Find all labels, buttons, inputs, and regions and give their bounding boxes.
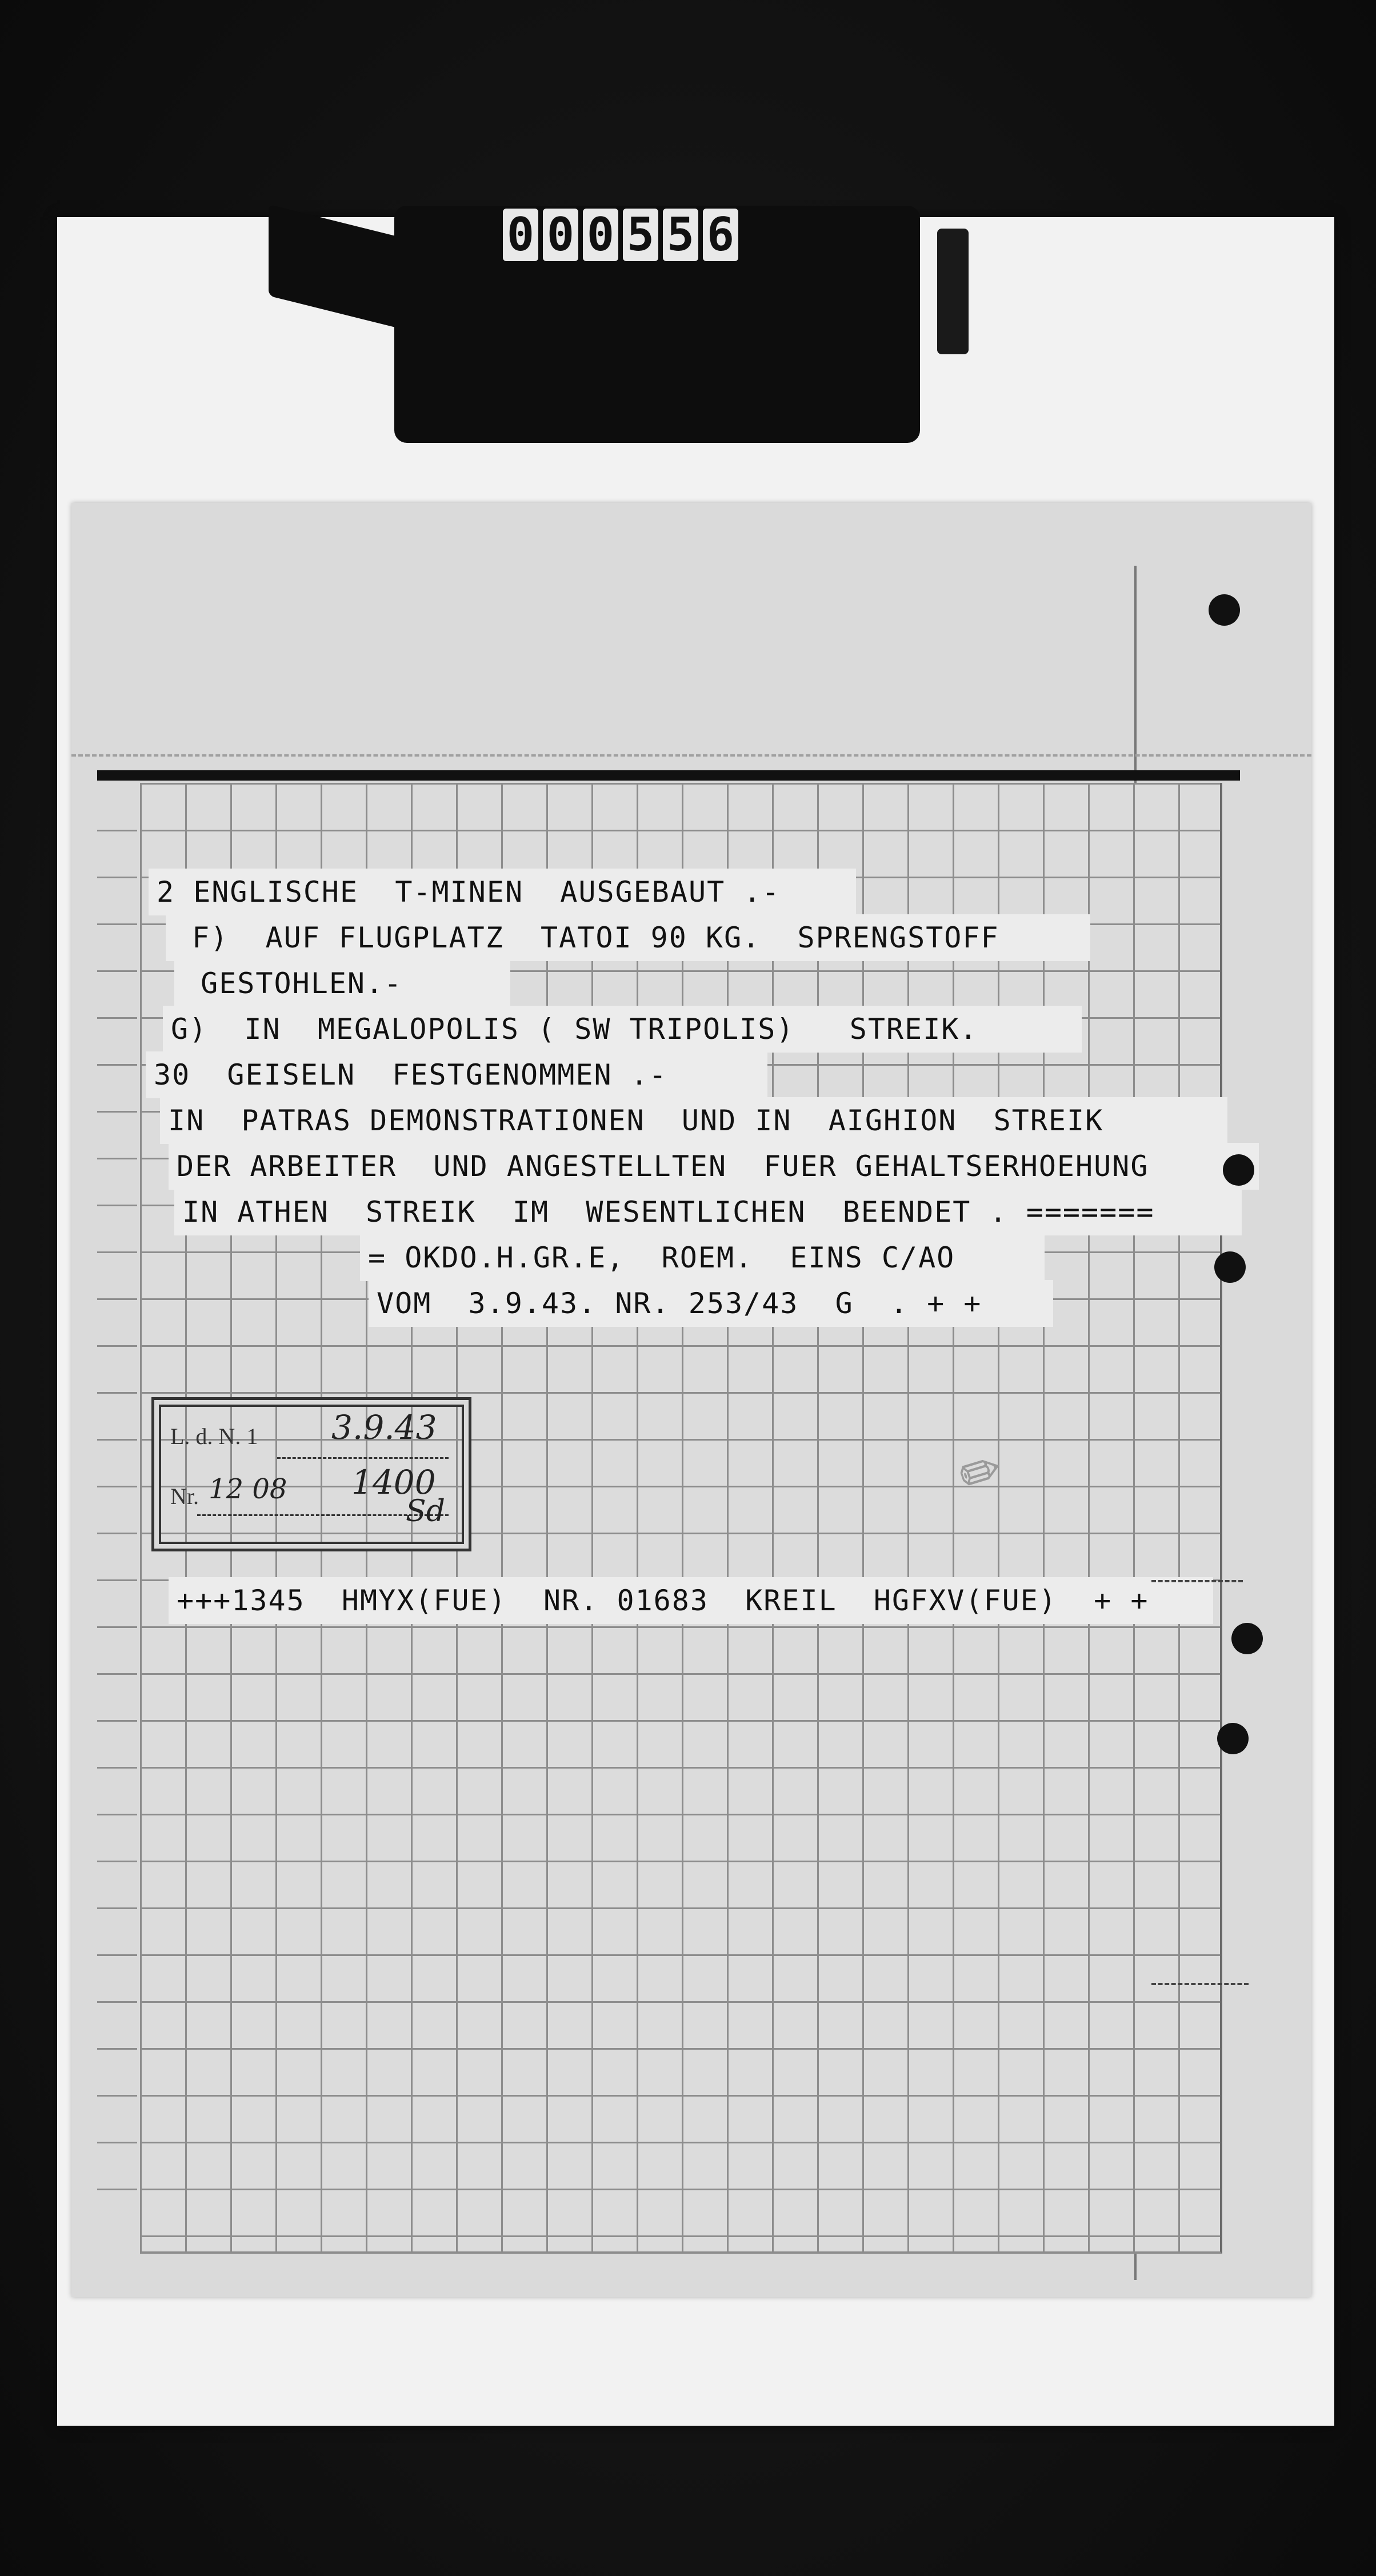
margin-tick [97, 923, 137, 925]
receipt-stamp [151, 1397, 471, 1551]
margin-tick [97, 1814, 137, 1815]
counter-digit: 0 [503, 209, 538, 261]
stamp-number: 12 08 [209, 1473, 287, 1505]
margin-tick [97, 1626, 137, 1628]
telegram-line: G) IN MEGALOPOLIS ( SW TRIPOLIS) STREIK. [163, 1006, 1082, 1053]
margin-tick [97, 2189, 137, 2190]
margin-tick [97, 2001, 137, 2003]
stamp-label: L. d. N. 1 [170, 1423, 258, 1449]
margin-tick [97, 2048, 137, 2050]
margin-tick [97, 1205, 137, 1206]
margin-tick [97, 1767, 137, 1769]
margin-tick [97, 1533, 137, 1534]
margin-tick [97, 877, 137, 878]
margin-tick [97, 1720, 137, 1722]
telegram-line: F) AUF FLUGPLATZ TATOI 90 KG. SPRENGSTOFF [166, 914, 1090, 961]
margin-tick [97, 1439, 137, 1441]
counter-digit: 6 [703, 209, 738, 261]
margin-tick [97, 1579, 137, 1581]
stamp-label: Nr. [170, 1483, 199, 1509]
header-rule [97, 770, 1240, 781]
margin-tick [97, 2142, 137, 2143]
pencil-initials: ✎ [942, 1445, 1018, 1510]
telegram-line: 2 ENGLISCHE T-MINEN AUSGEBAUT .- [149, 869, 856, 915]
stamp-initials: Sd [406, 1494, 445, 1529]
perforation-line [71, 754, 1311, 757]
margin-tick [97, 1673, 137, 1675]
telegram-line: IN ATHEN STREIK IM WESENTLICHEN BEENDET . ======= [174, 1189, 1242, 1235]
punch-hole [1214, 1251, 1246, 1283]
margin-tick [97, 2095, 137, 2097]
margin-dash [1151, 1580, 1243, 1582]
telegram-line: = OKDO.H.GR.E, ROEM. EINS C/AO [360, 1234, 1045, 1281]
stamp-time: 1400 [351, 1463, 436, 1502]
telegram-line: 30 GEISELN FESTGENOMMEN .- [146, 1051, 767, 1098]
counter-digit: 0 [543, 209, 578, 261]
telegram-form [71, 503, 1311, 2297]
margin-tick [97, 1392, 137, 1394]
margin-tick [97, 1017, 137, 1019]
margin-tick [97, 1064, 137, 1066]
margin-tick [97, 1251, 137, 1253]
counter-digit: 5 [623, 209, 658, 261]
margin-tick [97, 1158, 137, 1159]
telegram-line: VOM 3.9.43. NR. 253/43 G . + + [369, 1280, 1053, 1327]
clamp-pin [937, 229, 969, 354]
counter-digit: 0 [583, 209, 618, 261]
punch-hole [1209, 594, 1240, 626]
margin-tick [97, 1954, 137, 1956]
telegram-line: GESTOHLEN.- [174, 960, 510, 1007]
margin-tick [97, 1486, 137, 1487]
margin-tick [97, 1861, 137, 1862]
margin-tick [97, 1907, 137, 1909]
margin-tick [97, 1345, 137, 1347]
margin-tick [97, 1298, 137, 1300]
margin-dash [1151, 1983, 1249, 1985]
punch-hole [1223, 1154, 1254, 1186]
stamp-date: 3.9.43 [331, 1408, 437, 1447]
telegram-line: DER ARBEITER UND ANGESTELLTEN FUER GEHALTSERHOEHUNG [169, 1143, 1259, 1190]
margin-tick [97, 830, 137, 831]
frame-counter [503, 209, 738, 266]
counter-digit: 5 [663, 209, 698, 261]
punch-hole [1217, 1723, 1249, 1754]
punch-hole [1231, 1623, 1263, 1654]
stamp-field-line [277, 1457, 449, 1459]
margin-tick [97, 970, 137, 972]
routing-line: +++1345 HMYX(FUE) NR. 01683 KREIL HGFXV(FUE) + + [169, 1577, 1213, 1624]
margin-tick [97, 1111, 137, 1113]
telegram-line: IN PATRAS DEMONSTRATIONEN UND IN AIGHION STREIK [160, 1097, 1227, 1144]
